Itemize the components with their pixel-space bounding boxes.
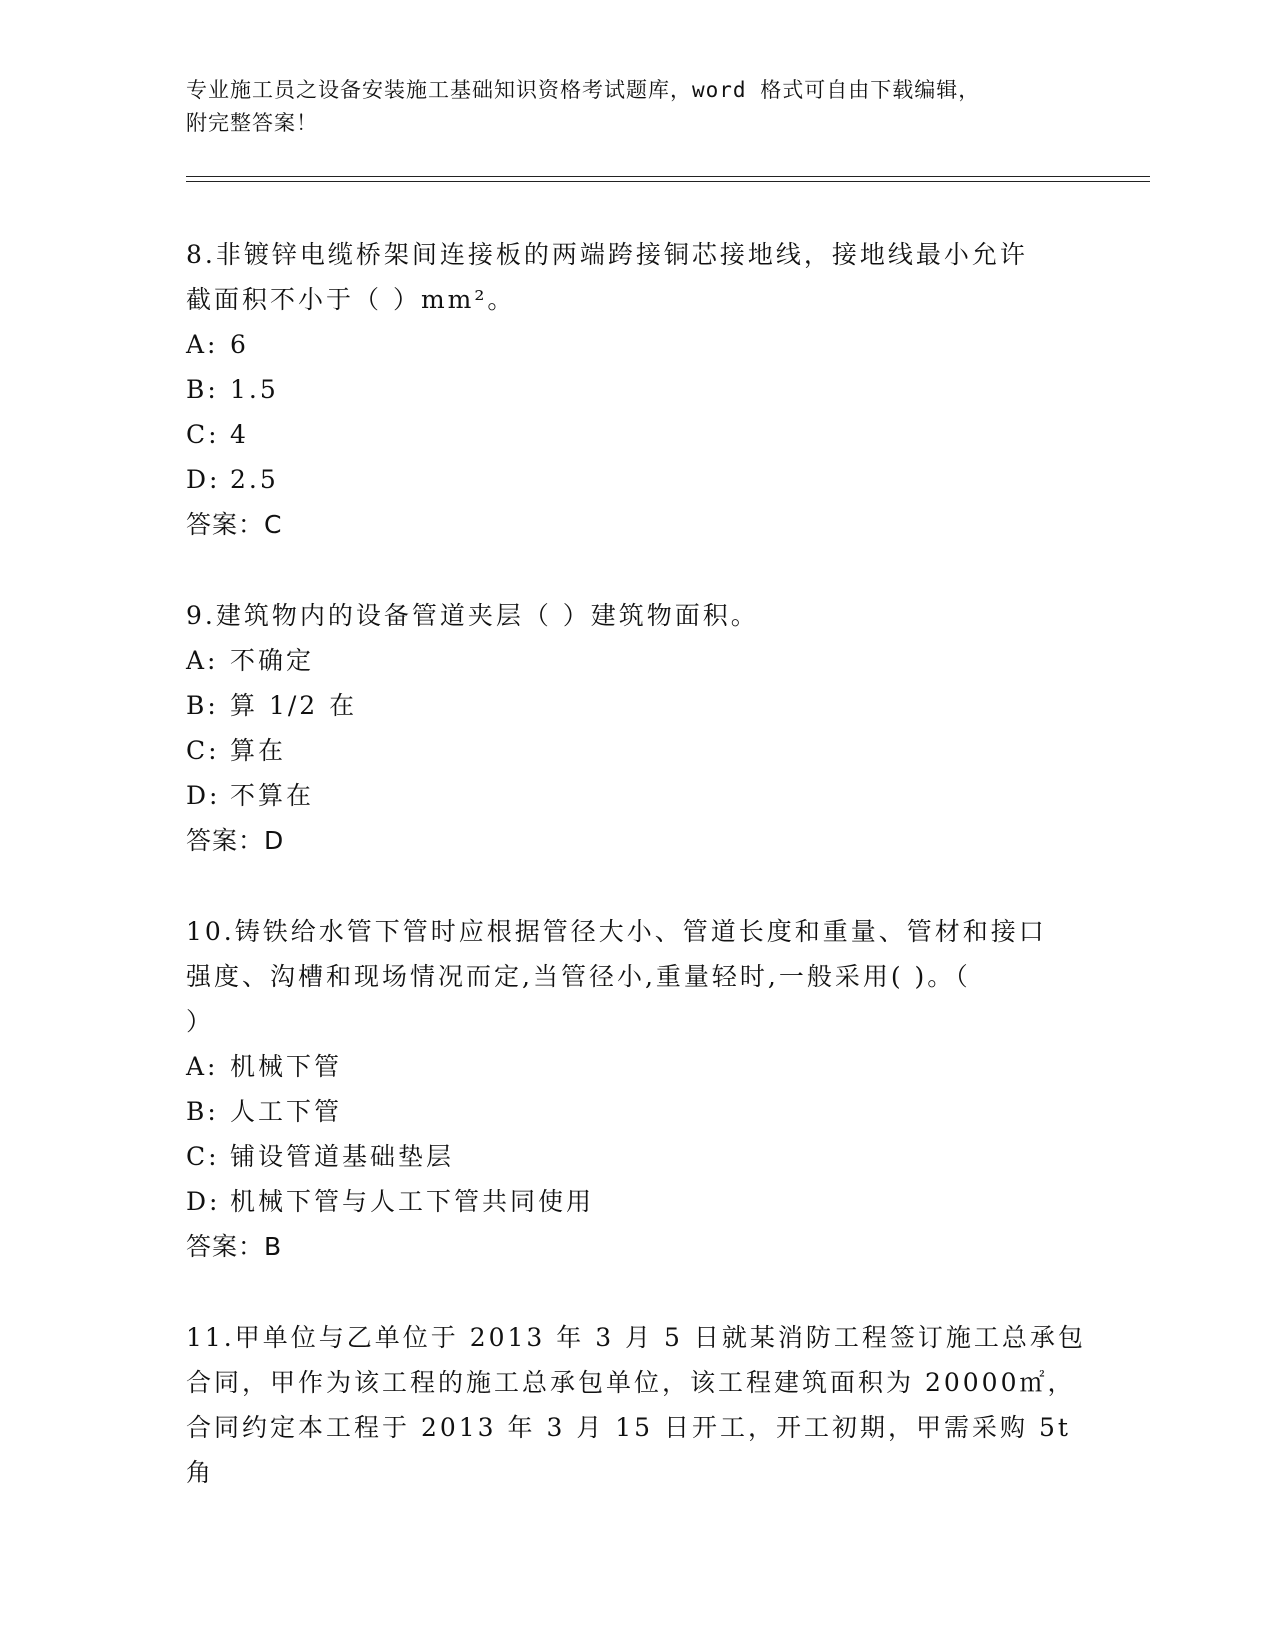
question-11 xyxy=(186,1315,1086,1495)
question-stem xyxy=(186,1315,1086,1495)
option-c xyxy=(186,1134,1086,1179)
option-text: 机械下管与人工下管共同使用 xyxy=(230,1187,595,1216)
option-letter: C: xyxy=(186,420,220,449)
answer-line: 答案：B xyxy=(186,1232,283,1261)
option-text: 6 xyxy=(230,330,249,359)
header-line-2: 附完整答案！ xyxy=(186,111,318,135)
header-divider-bottom xyxy=(186,181,1150,182)
option-text: 2.5 xyxy=(230,465,279,494)
option-letter: D: xyxy=(186,465,221,494)
question-spacer xyxy=(186,863,1086,909)
header-divider-top xyxy=(186,176,1150,177)
option-text: 铺设管道基础垫层 xyxy=(230,1142,455,1171)
option-text: 机械下管 xyxy=(230,1052,343,1081)
answer-line: 答案：C xyxy=(186,510,283,539)
question-stem xyxy=(186,593,1086,638)
question-list xyxy=(186,232,1086,1495)
option-c xyxy=(186,412,1086,457)
question-stem-line: 10.铸铁给水管下管时应根据管径大小、管道长度和重量、管材和接口 xyxy=(186,917,1047,946)
question-stem-line: 9.建筑物内的设备管道夹层（ ）建筑物面积。 xyxy=(186,601,759,630)
question-stem-line: ） xyxy=(186,1007,215,1036)
option-text: 不确定 xyxy=(230,646,315,675)
question-8 xyxy=(186,232,1086,547)
option-letter: B: xyxy=(186,691,219,720)
option-d xyxy=(186,1179,1086,1224)
option-letter: C: xyxy=(186,1142,220,1171)
option-a xyxy=(186,322,1086,367)
option-a xyxy=(186,638,1086,683)
question-stem-line: 合同，甲作为该工程的施工总承包单位，该工程建筑面积为 20000㎡， xyxy=(186,1368,1076,1397)
question-spacer xyxy=(186,547,1086,593)
document-header xyxy=(186,74,1066,140)
question-stem-line: 11.甲单位与乙单位于 2013 年 3 月 5 日就某消防工程签订施工总承包 xyxy=(186,1323,1086,1352)
option-text: 人工下管 xyxy=(230,1097,343,1126)
question-stem-line: 截面积不小于（ ）mm²。 xyxy=(186,285,516,314)
option-c xyxy=(186,728,1086,773)
option-a xyxy=(186,1044,1086,1089)
option-b xyxy=(186,1089,1086,1134)
option-text: 1.5 xyxy=(230,375,279,404)
question-10 xyxy=(186,909,1086,1269)
option-letter: D: xyxy=(186,781,221,810)
question-stem-line: 合同约定本工程于 2013 年 3 月 15 日开工，开工初期，甲需采购 5t 角 xyxy=(186,1413,1071,1487)
option-letter: A: xyxy=(186,1052,219,1081)
answer-line: 答案：D xyxy=(186,826,285,855)
option-letter: A: xyxy=(186,330,219,359)
question-9 xyxy=(186,593,1086,863)
option-letter: D: xyxy=(186,1187,221,1216)
option-letter: C: xyxy=(186,736,220,765)
option-d xyxy=(186,773,1086,818)
option-letter: A: xyxy=(186,646,219,675)
option-b xyxy=(186,367,1086,412)
question-stem xyxy=(186,232,1086,322)
question-stem-line: 8.非镀锌电缆桥架间连接板的两端跨接铜芯接地线，接地线最小允许 xyxy=(186,240,1028,269)
question-stem-line: 强度、沟槽和现场情况而定,当管径小,重量轻时,一般采用( )。（ xyxy=(186,962,971,991)
option-letter: B: xyxy=(186,375,219,404)
option-text: 不算在 xyxy=(230,781,315,810)
option-text: 算 1/2 在 xyxy=(230,691,358,720)
header-line-1: 专业施工员之设备安装施工基础知识资格考试题库，word 格式可自由下载编辑， xyxy=(186,78,981,102)
question-spacer xyxy=(186,1269,1086,1315)
option-b xyxy=(186,683,1086,728)
option-d xyxy=(186,457,1086,502)
question-stem xyxy=(186,909,1086,1044)
option-letter: B: xyxy=(186,1097,219,1126)
option-text: 算在 xyxy=(230,736,287,765)
option-text: 4 xyxy=(230,420,249,449)
